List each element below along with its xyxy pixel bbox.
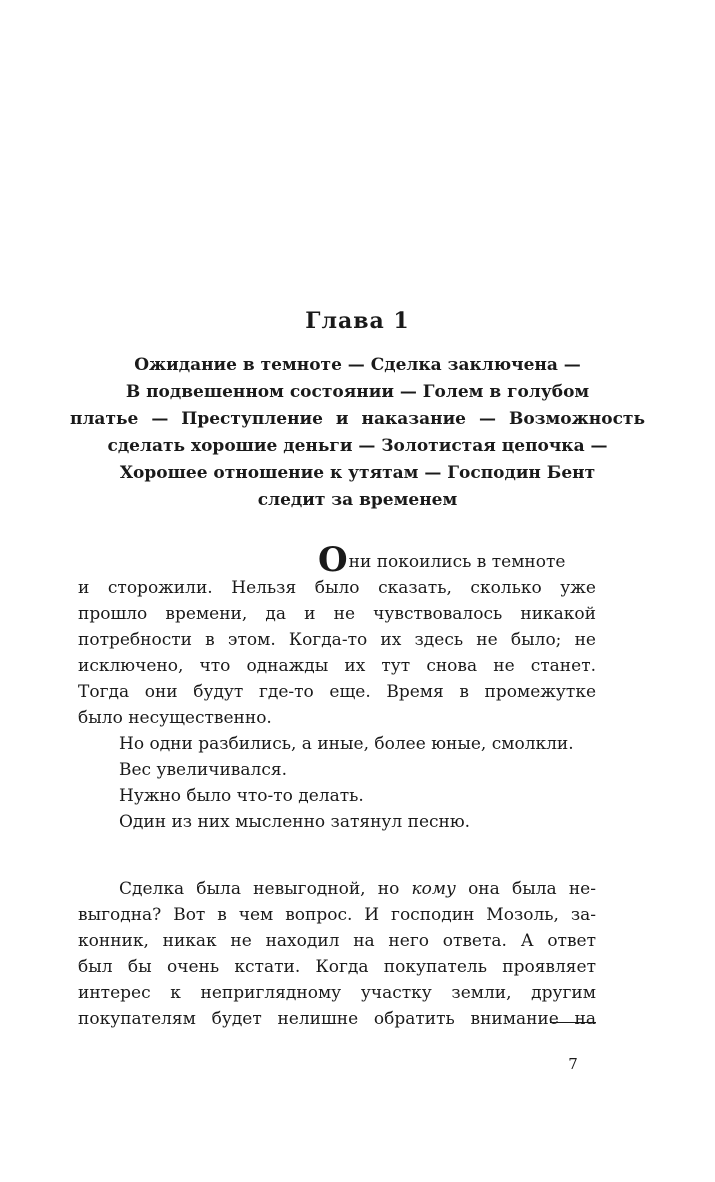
- text-line: Вес увеличивался.: [119, 760, 287, 780]
- text-line: конник, никак не находил на него ответа. А ответ: [78, 931, 596, 951]
- synopsis-line: Ожидание в темноте — Сделка заключена —: [134, 355, 581, 375]
- text-line: выгодна? Вот в чем вопрос. И господин Мозоль, за-: [78, 905, 596, 925]
- synopsis-line: платье — Преступление и наказание — Возможность: [70, 409, 645, 429]
- text-line: прошло времени, да и не чувствовалось никакой: [78, 604, 596, 624]
- footer-rule: [550, 1022, 596, 1023]
- synopsis-line: В подвешенном состоянии — Голем в голубом: [125, 382, 590, 402]
- synopsis-line: сделать хорошие деньги — Золотистая цепочка —: [107, 436, 608, 456]
- text-line: Но одни разбились, а иные, более юные, смолкли.: [119, 734, 574, 754]
- chapter-synopsis: [70, 352, 645, 514]
- first-line-text: ни покоились в темноте: [348, 552, 566, 572]
- text-line: [78, 540, 596, 580]
- drop-cap: О: [318, 540, 348, 580]
- italic-word: кому: [411, 879, 456, 899]
- opening-text: [78, 540, 596, 835]
- text-line: Тогда они будут где-то еще. Время в промежутке: [78, 682, 596, 702]
- synopsis-line: Хорошее отношение к утятам — Господин Бент: [119, 463, 596, 483]
- synopsis-line: следит за временем: [257, 490, 458, 510]
- text-line: интерес к неприглядному участку земли, другим: [78, 983, 596, 1003]
- text-line: [78, 876, 596, 902]
- chapter-title: Глава 1: [305, 308, 410, 334]
- second-paragraph: [78, 876, 596, 1032]
- text-segment: она была не-: [455, 879, 596, 899]
- text-line: покупателям будет нелишне обратить внимание на: [78, 1009, 596, 1029]
- text-line: был бы очень кстати. Когда покупатель проявляет: [78, 957, 596, 977]
- text-line: было несущественно.: [78, 708, 272, 728]
- text-line: Один из них мысленно затянул песню.: [119, 812, 471, 832]
- text-line: потребности в этом. Когда-то их здесь не было; не: [78, 630, 596, 650]
- text-line: исключено, что однажды их тут снова не станет.: [78, 656, 596, 676]
- page-number: 7: [568, 1055, 578, 1073]
- text-line: и сторожили. Нельзя было сказать, сколько уже: [78, 578, 596, 598]
- text-segment: Сделка была невыгодной, но: [119, 879, 412, 899]
- text-line: Нужно было что-то делать.: [119, 786, 364, 806]
